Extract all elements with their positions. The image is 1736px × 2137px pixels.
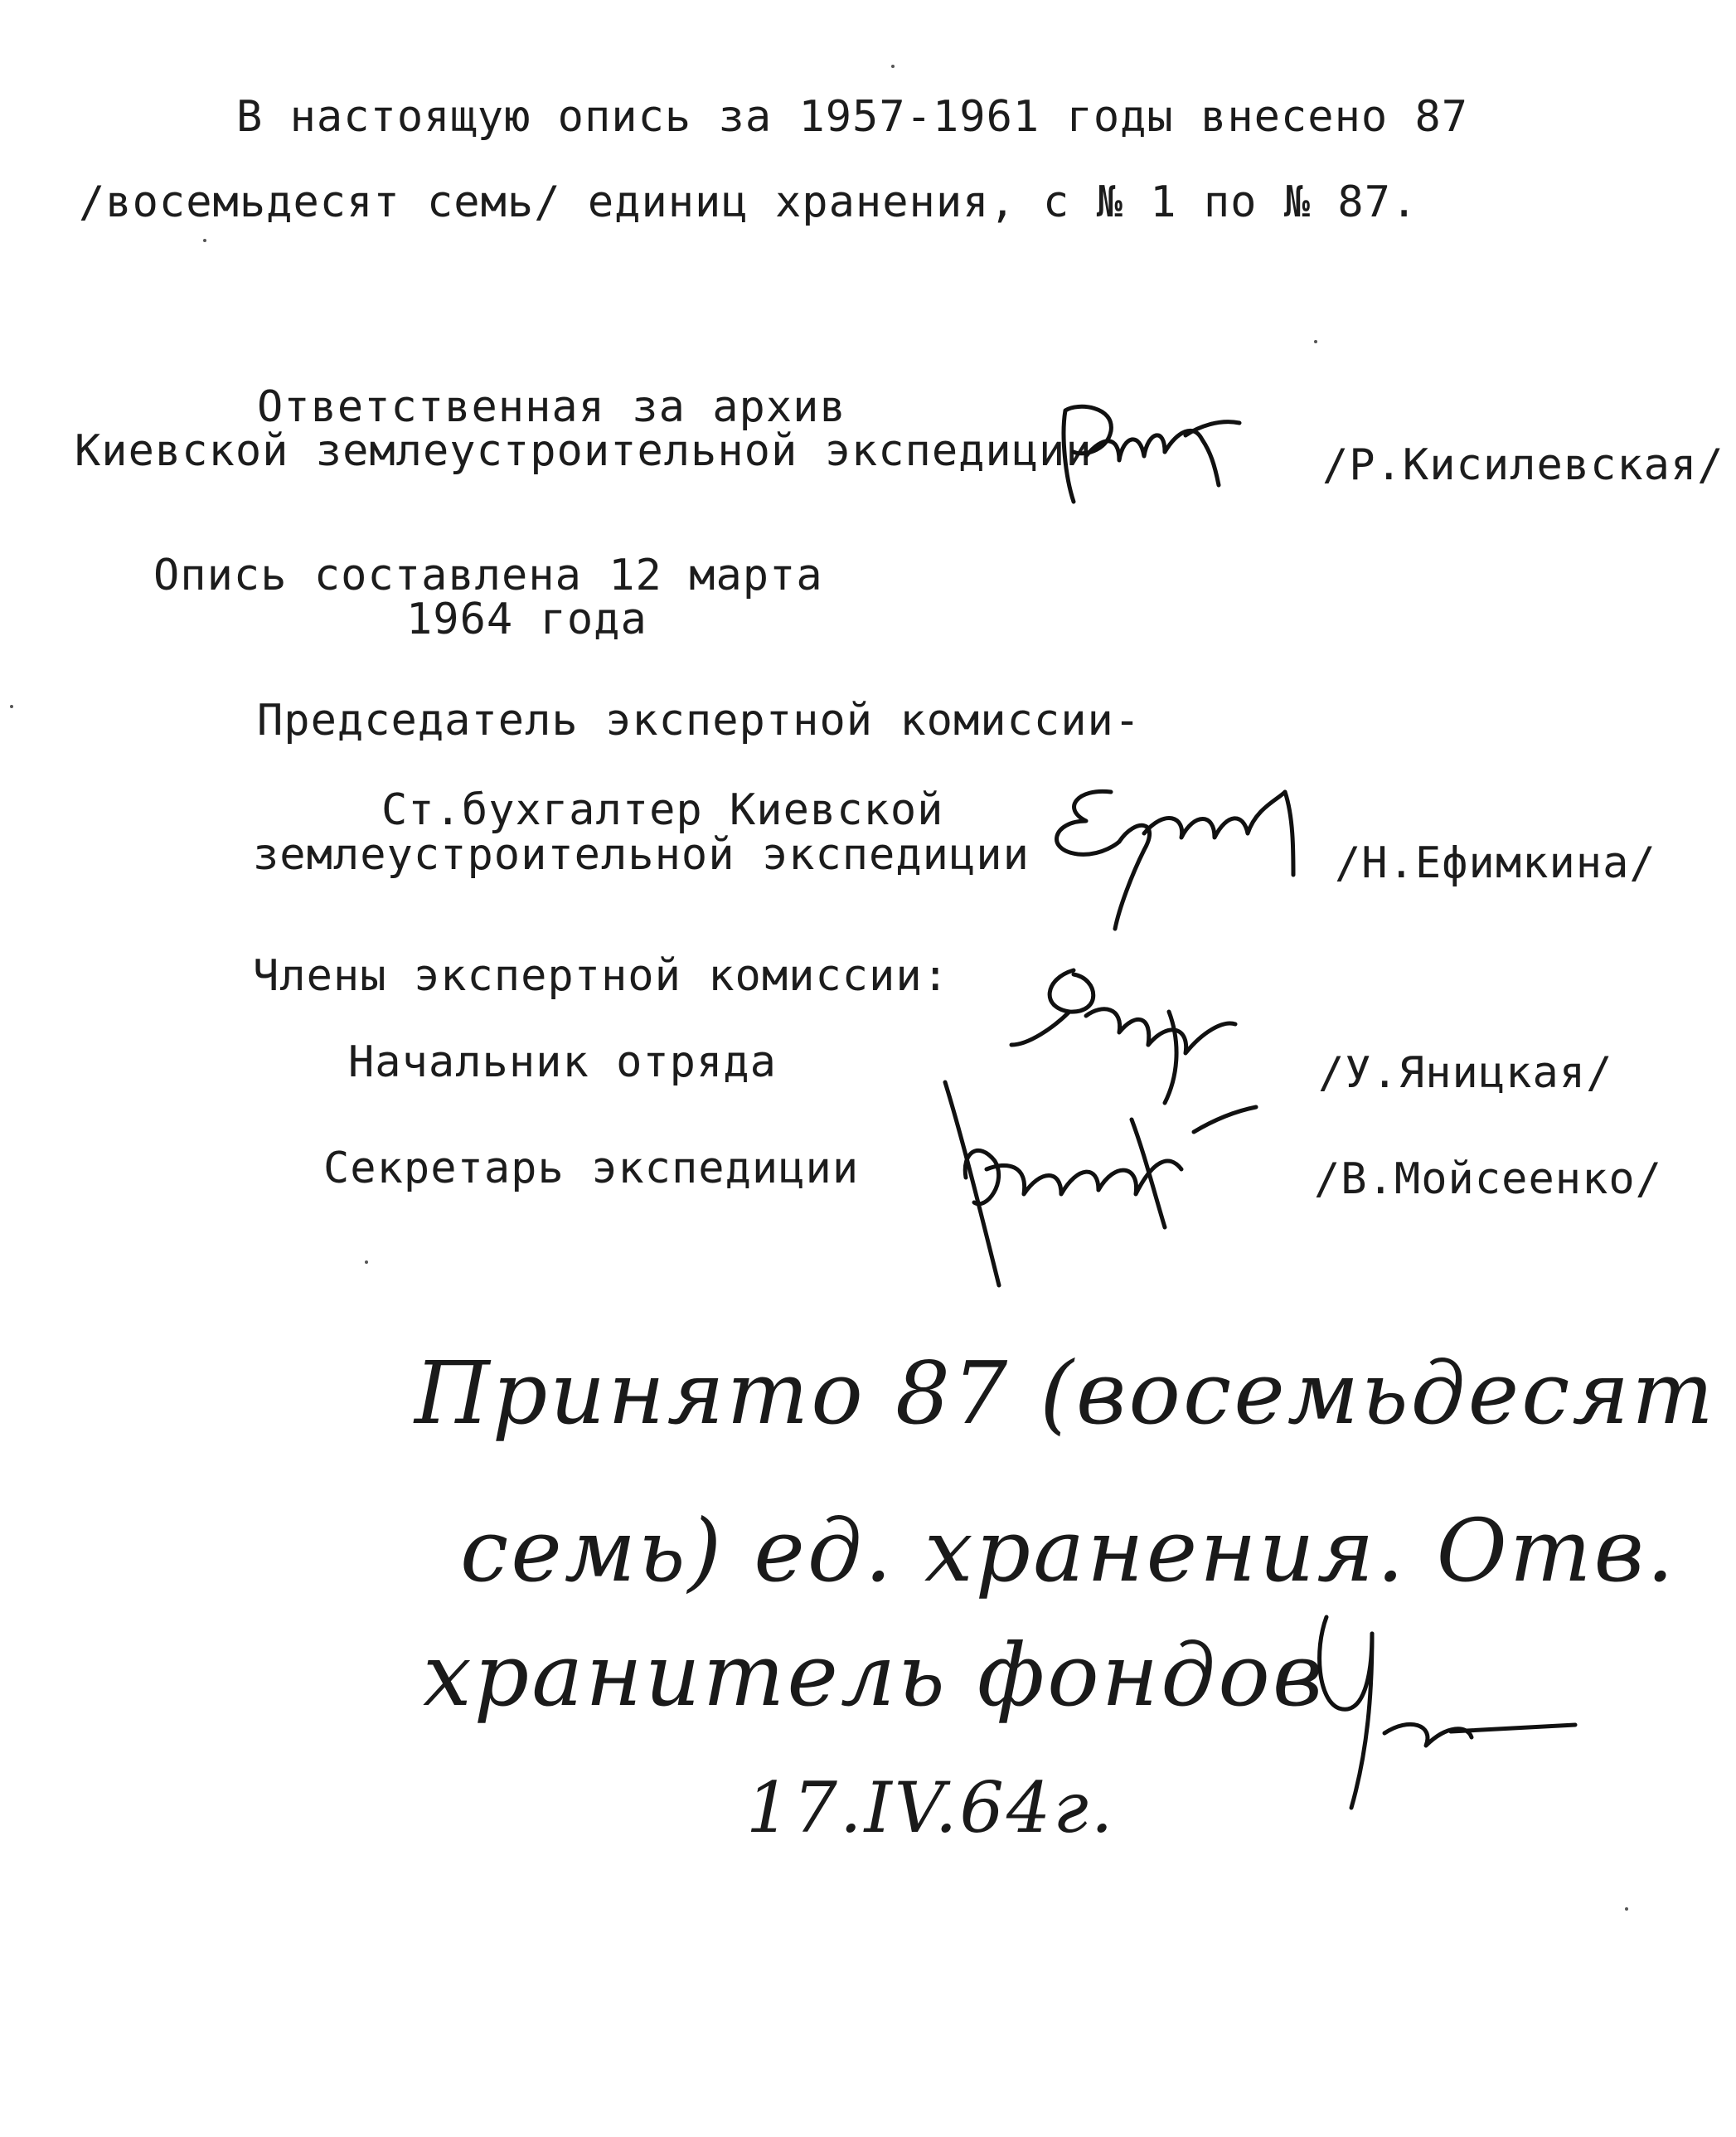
- intro-line-1: В настоящую опись за 1957-1961 годы внесено 87: [236, 92, 1469, 142]
- handwritten-note-line-2: семь) ед. хранения. Отв.: [460, 1500, 1677, 1601]
- scan-speck: [891, 65, 895, 68]
- signature-kisilevskaya: [1040, 386, 1256, 510]
- members-heading: Члены экспертной комиссии:: [253, 951, 949, 1001]
- handwritten-note-line-1: Принято 87 (восемьдесят: [415, 1343, 1716, 1444]
- scan-speck: [10, 705, 13, 708]
- chairman-name: /Н.Ефимкина/: [1335, 838, 1656, 888]
- scan-speck: [1625, 1907, 1628, 1911]
- responsible-title-line-2: Киевской землеустроительной экспедиции: [75, 426, 1093, 476]
- member-name: /В.Мойсеенко/: [1314, 1154, 1662, 1204]
- chairman-heading: Председатель экспертной комиссии-: [257, 696, 1142, 746]
- scan-speck: [203, 239, 206, 242]
- intro-line-2: /восемьдесят семь/ единиц хранения, с № 1 по № 87.: [79, 177, 1418, 227]
- signature-moyseenko: [929, 1070, 1302, 1302]
- signature-keeper: [1302, 1600, 1583, 1816]
- responsible-title-line-1: Ответственная за архив: [257, 382, 846, 432]
- member-role: Начальник отряда: [348, 1037, 777, 1087]
- chairman-role-line-2: землеустроительной экспедиции: [253, 830, 1030, 880]
- compiled-line-2: 1964 года: [406, 595, 647, 644]
- member-name: /У.Яницкая/: [1318, 1048, 1613, 1098]
- compiled-line-1: Опись составлена 12 марта: [153, 551, 823, 600]
- responsible-name: /Р.Кисилевская/: [1322, 440, 1724, 490]
- scan-speck: [1314, 340, 1317, 343]
- member-role: Секретарь экспедиции: [323, 1144, 860, 1193]
- scan-speck: [365, 1260, 368, 1264]
- handwritten-note-line-3: хранитель фондов: [423, 1625, 1326, 1726]
- chairman-role-line-1: Ст.бухгалтер Киевской: [381, 785, 944, 835]
- handwritten-date: 17.IV.64г.: [746, 1767, 1116, 1848]
- signature-efimkina: [1020, 775, 1335, 941]
